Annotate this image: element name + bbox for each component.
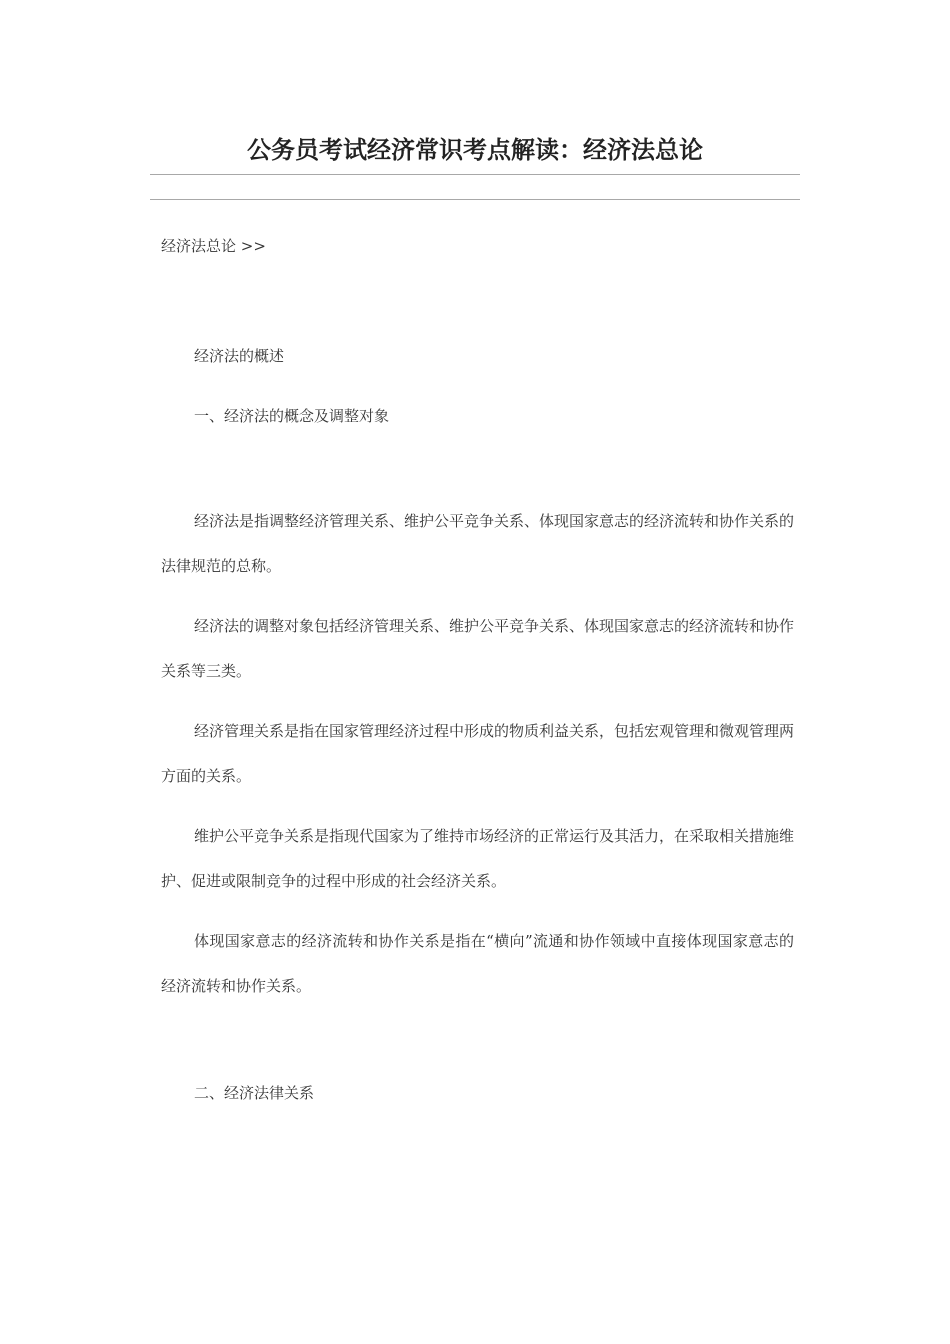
page-title: 公务员考试经济常识考点解读：经济法总论	[247, 135, 703, 164]
paragraph-scope: 经济法的调整对象包括经济管理关系、维护公平竞争关系、体现国家意志的经济流转和协作关系等三类。	[161, 617, 795, 680]
section-heading-2: 二、经济法律关系	[194, 1084, 315, 1102]
title-divider-bottom	[150, 199, 800, 200]
paragraph-definition: 经济法是指调整经济管理关系、维护公平竞争关系、体现国家意志的经济流转和协作关系的法律规范的总称。	[161, 512, 795, 575]
paragraph-competition: 维护公平竞争关系是指现代国家为了维持市场经济的正常运行及其活力，在采取相关措施维护、促进或限制竞争的过程中形成的社会经济关系。	[161, 827, 795, 890]
section-overview-heading: 经济法的概述	[194, 347, 285, 365]
breadcrumb[interactable]: 经济法总论 >>	[161, 237, 266, 255]
title-divider-top	[150, 174, 800, 175]
section-heading-1: 一、经济法的概念及调整对象	[194, 407, 390, 425]
paragraph-management: 经济管理关系是指在国家管理经济过程中形成的物质利益关系，包括宏观管理和微观管理两方面的关系。	[161, 722, 795, 785]
paragraph-circulation: 体现国家意志的经济流转和协作关系是指在“横向”流通和协作领域中直接体现国家意志的经济流转和协作关系。	[161, 932, 794, 995]
